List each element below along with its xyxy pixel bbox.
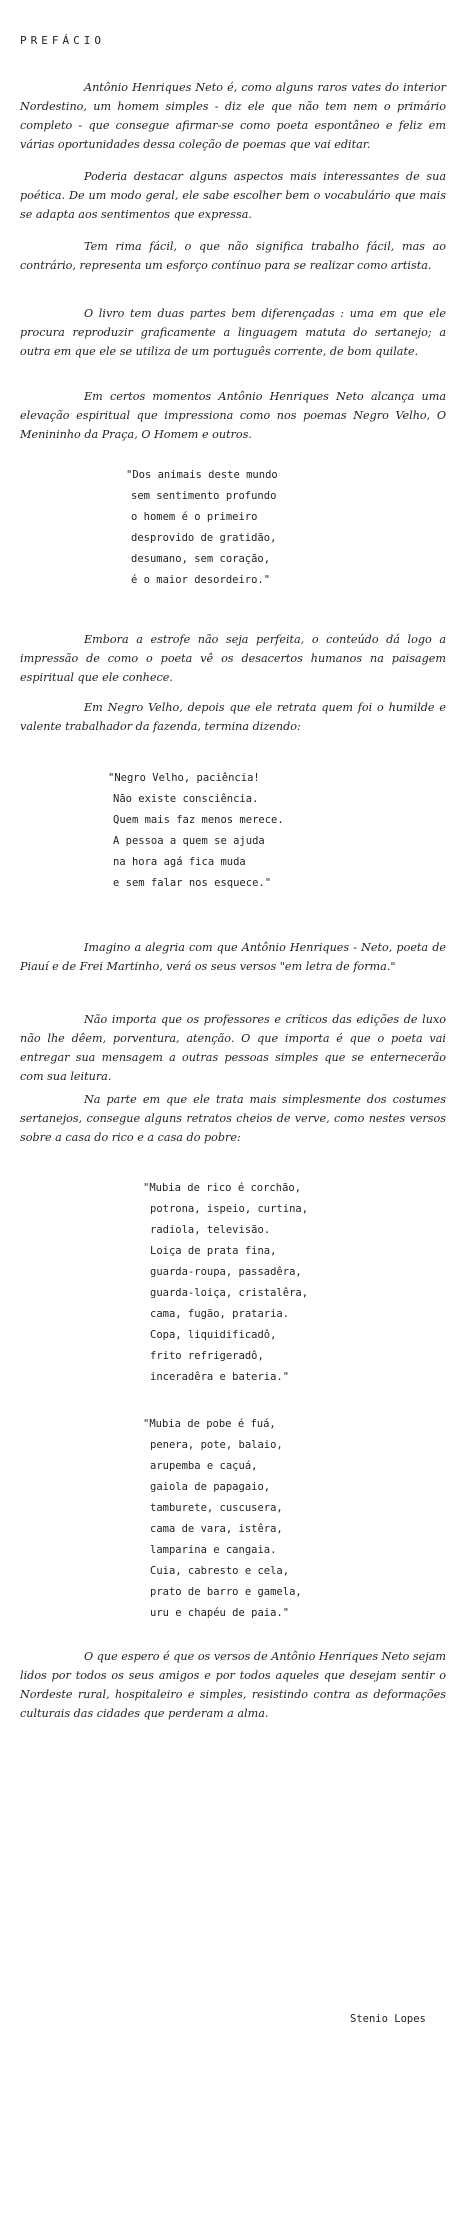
paragraph-4: O livro tem duas partes bem diferençadas : uma em que ele procura reproduzir graficamente a linguagem matuta do sertanejo; a outra em que ele se utiliza de um português corrente, de bom quilate. (20, 307, 446, 358)
paragraph-10: Na parte em que ele trata mais simplesmente dos costumes sertanejos, consegue alguns retratos cheios de verve, como nestes versos sobre a casa do rico e a casa do pobre: (20, 1093, 446, 1144)
paragraph-11: O que espero é que os versos de Antônio Henriques Neto sejam lidos por todos os seus amigos e por todos aqueles que desejam sentir o Nordeste rural, hospitaleiro e simples, resistindo contra as deformações culturais das cidades que perderam a alma. (20, 1650, 446, 1720)
poem-line: é o maior desordeiro." (131, 574, 271, 586)
poem-line: "Dos animais deste mundo (126, 469, 278, 481)
signature: Stenio Lopes (350, 2013, 426, 2025)
poem-line: o homem é o primeiro (131, 511, 258, 523)
paragraph-5: Em certos momentos Antônio Henriques Neto alcança uma elevação espiritual que impressiona como nos poemas Negro Velho, O Menininho da Praça, O Homem e outros. (20, 390, 446, 441)
poem-line: guarda-loiça, cristalêra, (150, 1287, 309, 1299)
poem-line: A pessoa a quem se ajuda (113, 835, 265, 847)
poem-line: prato de barro e gamela, (150, 1586, 302, 1598)
poem-line: uru e chapéu de paia." (150, 1607, 290, 1619)
paragraph-1: Antônio Henriques Neto é, como alguns raros vates do interior Nordestino, um homem simples - diz ele que não tem nem o primário completo - que consegue afirmar-se como poeta espontâneo e feliz em várias oportunidades dessa coleção de poemas que vai editar. (20, 81, 446, 151)
poem-stanza-3 (143, 1178, 308, 1388)
poem-stanza-1 (126, 465, 278, 591)
poem-line: gaiola de papagaio, (150, 1481, 271, 1493)
poem-line: e sem falar nos esquece." (113, 877, 272, 889)
poem-line: frito refrigeradô, (150, 1350, 264, 1362)
paragraph-3: Tem rima fácil, o que não significa trabalho fácil, mas ao contrário, representa um esforço contínuo para se realizar como artista. (20, 240, 446, 272)
poem-line: Cuia, cabresto e cela, (150, 1565, 290, 1577)
poem-stanza-4 (143, 1414, 302, 1624)
paragraph-9: Não importa que os professores e críticos das edições de luxo não lhe dêem, porventura, atenção. O que importa é que o poeta vai entregar sua mensagem a outras pessoas simples que se enternecerão com sua leitura. (20, 1013, 446, 1083)
poem-line: Quem mais faz menos merece. (113, 814, 284, 826)
poem-line: tamburete, cuscusera, (150, 1502, 283, 1514)
poem-line: na hora agá fica muda (113, 856, 246, 868)
poem-line: Copa, liquidificadô, (150, 1329, 277, 1341)
poem-line: desumano, sem coração, (131, 553, 271, 565)
poem-line: lamparina e cangaia. (150, 1544, 277, 1556)
paragraph-6: Embora a estrofe não seja perfeita, o conteúdo dá logo a impressão de como o poeta vê os desacertos humanos na paisagem espiritual que ele conhece. (20, 633, 446, 684)
poem-line: cama de vara, istêra, (150, 1523, 283, 1535)
poem-line: Loiça de prata fina, (150, 1245, 277, 1257)
poem-line: potrona, ispeio, curtina, (150, 1203, 309, 1215)
paragraph-7: Em Negro Velho, depois que ele retrata quem foi o humilde e valente trabalhador da fazenda, termina dizendo: (20, 701, 446, 733)
poem-line: sem sentimento profundo (131, 490, 277, 502)
poem-line: arupemba e caçuá, (150, 1460, 258, 1472)
poem-stanza-2 (108, 768, 284, 894)
poem-line: desprovido de gratidão, (131, 532, 277, 544)
paragraph-2: Poderia destacar alguns aspectos mais interessantes de sua poética. De um modo geral, ele sabe escolher bem o vocabulário que mais se adapta aos sentimentos que expressa. (20, 170, 446, 221)
poem-line: radiola, televisão. (150, 1224, 271, 1236)
poem-line: "Negro Velho, paciência! (108, 772, 260, 784)
poem-line: Não existe consciência. (113, 793, 259, 805)
poem-line: penera, pote, balaio, (150, 1439, 283, 1451)
poem-line: inceradêra e bateria." (150, 1371, 290, 1383)
poem-line: guarda-roupa, passadêra, (150, 1266, 302, 1278)
page-title: PREFÁCIO (20, 34, 105, 47)
paragraph-8: Imagino a alegria com que Antônio Henriques - Neto, poeta de Piauí e de Frei Martinho, verá os seus versos "em letra de forma." (20, 941, 446, 973)
poem-line: "Mubia de rico é corchão, (143, 1182, 302, 1194)
poem-line: "Mubia de pobe é fuá, (143, 1418, 276, 1430)
poem-line: cama, fugão, prataria. (150, 1308, 290, 1320)
